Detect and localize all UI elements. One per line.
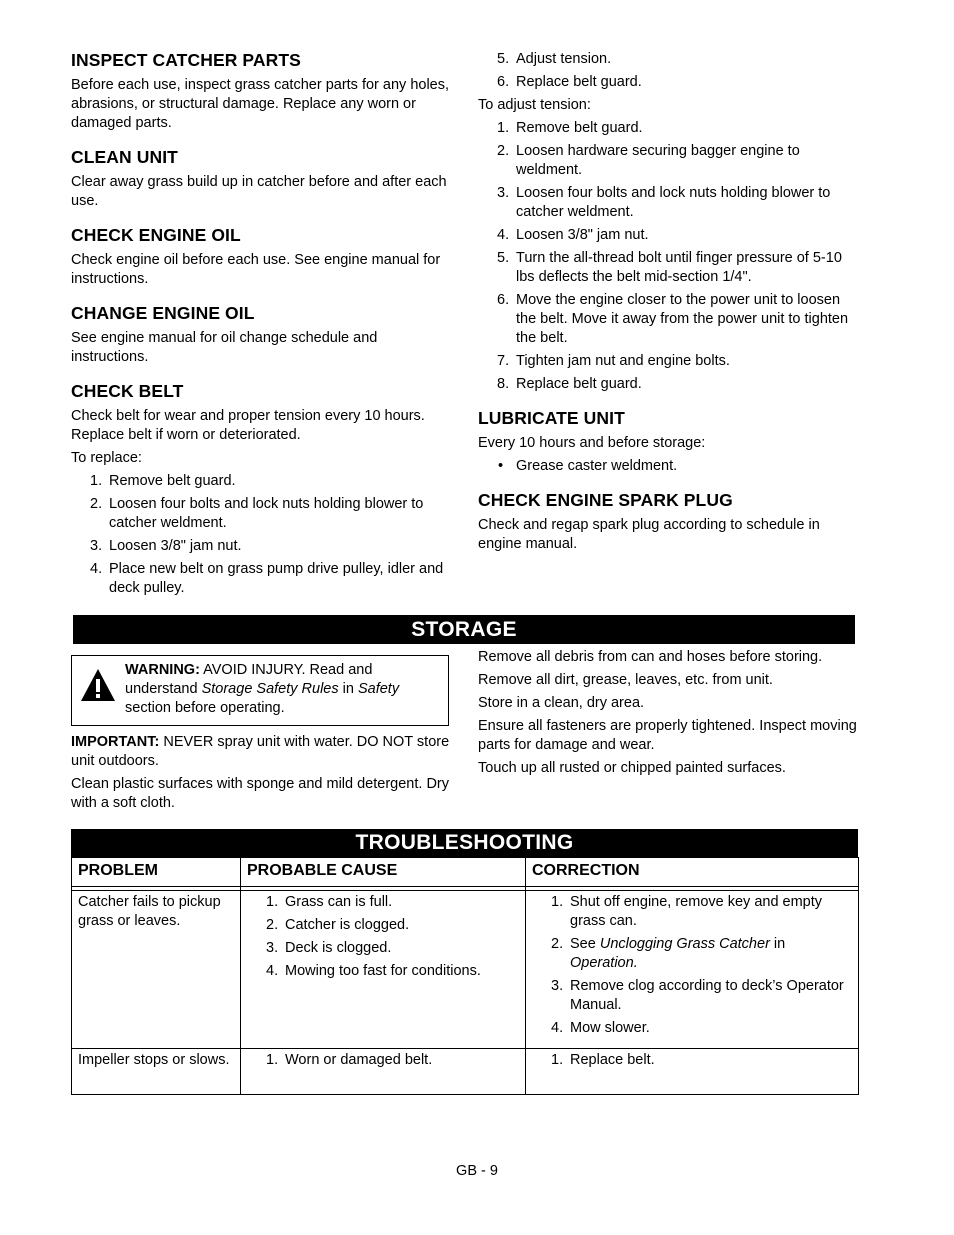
storage-line: Ensure all fasteners are properly tightened. Inspect moving parts for damage and wear. xyxy=(478,718,857,753)
list-item: 5. Turn the all-thread bolt until finger pressure of 5-10 lbs deflects the belt mid-section 1/4". xyxy=(497,250,842,285)
storage-line: Remove all debris from can and hoses before storing. xyxy=(478,649,823,665)
list-item: 1. Shut off engine, remove key and empty grass can. xyxy=(551,894,823,929)
page-number: GB - 9 xyxy=(456,1163,498,1179)
list-item: • Grease caster weldment. xyxy=(498,458,678,474)
list-item: 5. Adjust tension. xyxy=(497,51,612,67)
clean-heading: CLEAN UNIT xyxy=(71,147,178,167)
list-item: 3. Loosen four bolts and lock nuts holding blower to catcher weldment. xyxy=(497,185,831,220)
list-item: 6. Move the engine closer to the power unit to loosen the belt. Move it away from the power unit to tighten the belt. xyxy=(497,292,849,346)
check-oil-body: Check engine oil before each use. See engine manual for instructions. xyxy=(71,252,441,287)
clean-body: Clear away grass build up in catcher before and after each use. xyxy=(71,174,447,209)
list-item: 2. Loosen hardware securing bagger engine to weldment. xyxy=(497,143,800,178)
adjust-steps-list xyxy=(478,119,863,394)
bullet-icon: • xyxy=(498,458,504,474)
lubricate-lead: Every 10 hours and before storage: xyxy=(478,435,706,451)
list-item: 3. Remove clog according to deck’s Operator Manual. xyxy=(551,978,844,1013)
change-oil-section xyxy=(71,303,451,367)
storage-left xyxy=(71,733,456,817)
troubleshooting-section xyxy=(71,829,858,1095)
list-item: 6. Replace belt guard. xyxy=(497,74,642,90)
lubricate-heading: LUBRICATE UNIT xyxy=(478,408,625,428)
storage-line: Remove all dirt, grease, leaves, etc. from unit. xyxy=(478,672,773,688)
correction-header: CORRECTION xyxy=(526,858,859,887)
storage-line: Touch up all rusted or chipped painted surfaces. xyxy=(478,760,786,776)
problem-cell: Impeller stops or slows. xyxy=(78,1052,230,1068)
list-item: 4. Place new belt on grass pump drive pulley, idler and deck pulley. xyxy=(90,561,444,596)
list-item: 1. Remove belt guard. xyxy=(497,120,643,136)
list-item: 4. Mow slower. xyxy=(551,1020,650,1036)
list-item: 4. Mowing too fast for conditions. xyxy=(266,963,481,979)
problem-cell: Catcher fails to pickup grass or leaves. xyxy=(78,894,221,929)
cause-header: PROBABLE CAUSE xyxy=(241,858,526,887)
list-item: 2. See Unclogging Grass Catcher in Operation. xyxy=(551,936,786,971)
storage-title: STORAGE xyxy=(73,615,855,644)
correction-list xyxy=(532,1051,852,1070)
list-item: 7. Tighten jam nut and engine bolts. xyxy=(497,353,730,369)
spark-section xyxy=(478,490,863,554)
check-belt-body: Check belt for wear and proper tension every 10 hours. Replace belt if worn or deteriorated. xyxy=(71,408,425,443)
right-column xyxy=(478,50,863,568)
clean-plastic-note: Clean plastic surfaces with sponge and mild detergent. Dry with a soft cloth. xyxy=(71,776,449,811)
list-item: 1. Worn or damaged belt. xyxy=(266,1052,433,1068)
inspect-body: Before each use, inspect grass catcher parts for any holes, abrasions, or structural damage. Replace any worn or damaged parts. xyxy=(71,77,450,131)
inspect-heading: INSPECT CATCHER PARTS xyxy=(71,50,301,70)
left-column xyxy=(71,50,451,612)
spark-heading: CHECK ENGINE SPARK PLUG xyxy=(478,490,733,510)
list-item: 3. Deck is clogged. xyxy=(266,940,392,956)
warning-triangle-icon xyxy=(80,668,116,702)
replace-lead: To replace: xyxy=(71,450,142,466)
important-note: IMPORTANT: NEVER spray unit with water. DO NOT store unit outdoors. xyxy=(71,734,450,769)
problem-header: PROBLEM xyxy=(72,858,241,887)
inspect-section xyxy=(71,50,451,133)
table-header-row xyxy=(72,858,859,887)
troubleshooting-table xyxy=(71,857,859,1095)
table-row xyxy=(72,1049,859,1095)
storage-right xyxy=(478,648,863,782)
cause-list xyxy=(247,1051,519,1070)
adjust-lead: To adjust tension: xyxy=(478,97,591,113)
list-item: 3. Loosen 3/8" jam nut. xyxy=(90,538,242,554)
replace-steps-continued xyxy=(478,50,863,92)
list-item: 1. Replace belt. xyxy=(551,1052,655,1068)
check-oil-section xyxy=(71,225,451,289)
list-item: 2. Loosen four bolts and lock nuts holding blower to catcher weldment. xyxy=(90,496,424,531)
list-item: 1. Remove belt guard. xyxy=(90,473,236,489)
list-item: 8. Replace belt guard. xyxy=(497,376,642,392)
lubricate-list xyxy=(478,457,863,476)
list-item: 4. Loosen 3/8" jam nut. xyxy=(497,227,649,243)
replace-steps-list xyxy=(71,472,451,598)
cause-list xyxy=(247,893,519,981)
list-item: 2. Catcher is clogged. xyxy=(266,917,410,933)
table-row xyxy=(72,891,859,1049)
storage-line: Store in a clean, dry area. xyxy=(478,695,645,711)
warning-box xyxy=(71,655,449,726)
clean-section xyxy=(71,147,451,211)
warning-text: WARNING: AVOID INJURY. Read and understand Storage Safety Rules in Safety section before operating. xyxy=(125,662,400,716)
check-belt-section xyxy=(71,381,451,598)
change-oil-body: See engine manual for oil change schedule and instructions. xyxy=(71,330,378,365)
change-oil-heading: CHANGE ENGINE OIL xyxy=(71,303,255,323)
check-belt-heading: CHECK BELT xyxy=(71,381,184,401)
spark-body: Check and regap spark plug according to schedule in engine manual. xyxy=(478,517,820,552)
correction-list xyxy=(532,893,852,1038)
list-item: 1. Grass can is full. xyxy=(266,894,393,910)
lubricate-section xyxy=(478,408,863,476)
troubleshooting-title: TROUBLESHOOTING xyxy=(71,829,858,857)
check-oil-heading: CHECK ENGINE OIL xyxy=(71,225,241,245)
